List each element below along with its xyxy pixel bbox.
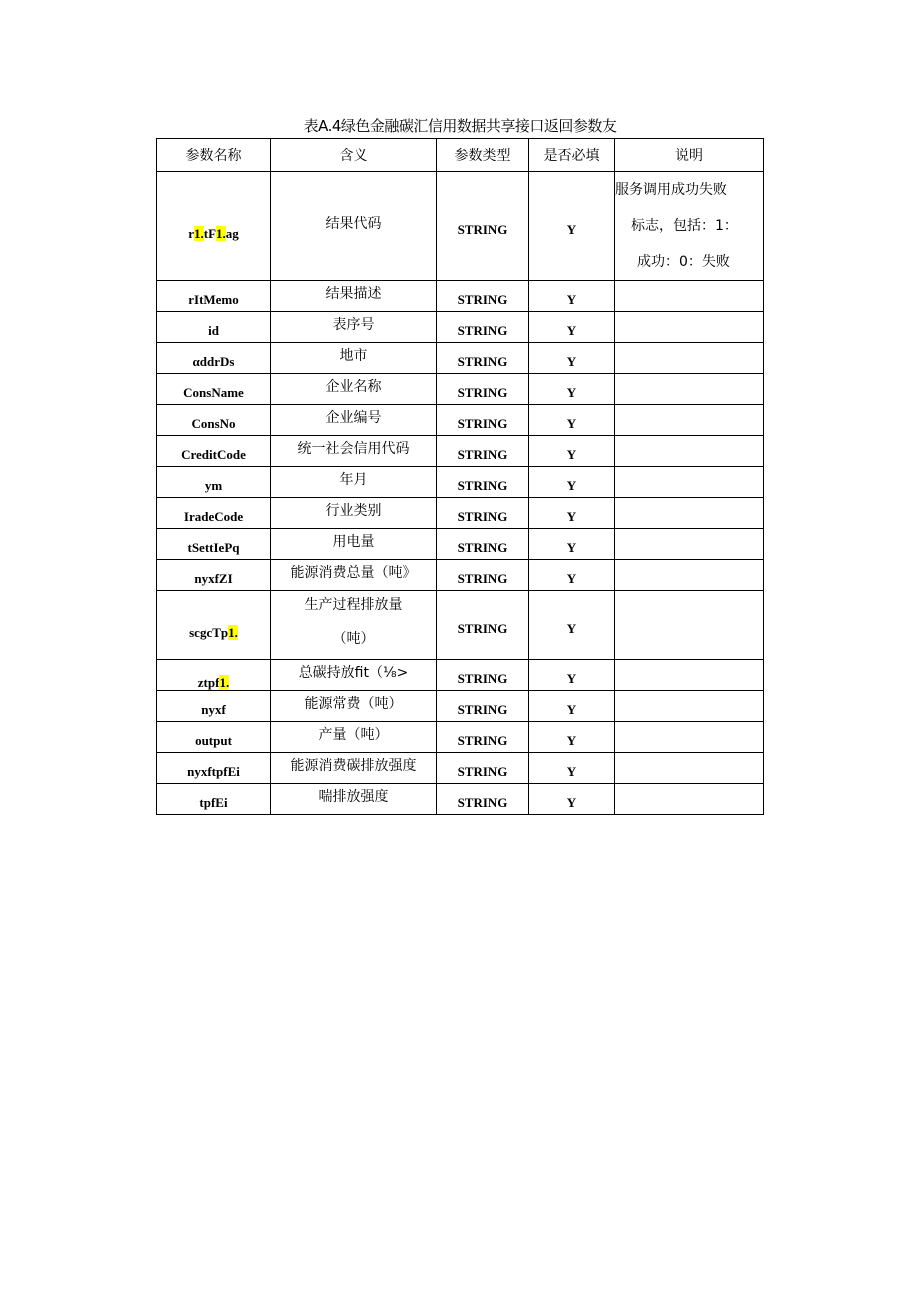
required-cell: Y <box>529 560 615 591</box>
description-cell <box>615 343 764 374</box>
header-param-type: 参数类型 <box>437 139 529 172</box>
param-name-cell: tpfEi <box>157 784 271 815</box>
type-cell: STRING <box>437 467 529 498</box>
description-cell <box>615 591 764 660</box>
table-row <box>157 281 764 312</box>
table-row <box>157 312 764 343</box>
type-cell: STRING <box>437 560 529 591</box>
param-name-cell: ConsNo <box>157 405 271 436</box>
required-cell: Y <box>529 281 615 312</box>
param-name-cell <box>157 172 271 281</box>
meaning-line: （吨） <box>332 631 375 647</box>
meaning-cell: 用电量 <box>271 529 437 560</box>
table-row <box>157 374 764 405</box>
param-name-cell: ym <box>157 467 271 498</box>
type-cell: STRING <box>437 591 529 660</box>
meaning-cell: 企业名称 <box>271 374 437 405</box>
param-name-text: scgcTp <box>189 625 229 640</box>
table-row <box>157 660 764 691</box>
required-cell: Y <box>529 784 615 815</box>
type-cell: STRING <box>437 436 529 467</box>
required-cell: Y <box>529 343 615 374</box>
table-caption: 表A.4绿色金融碳汇信用数据共享接口返回参数友 <box>303 117 617 135</box>
description-cell <box>615 722 764 753</box>
type-cell: STRING <box>437 172 529 281</box>
description-cell <box>615 784 764 815</box>
description-cell <box>615 691 764 722</box>
meaning-cell: 表序号 <box>271 312 437 343</box>
meaning-cell: 喘排放强度 <box>271 784 437 815</box>
header-meaning: 含义 <box>271 139 437 172</box>
param-name-highlight: 1. <box>219 675 230 690</box>
meaning-cell: 产量（吨） <box>271 722 437 753</box>
param-name-cell: rItMemo <box>157 281 271 312</box>
type-cell: STRING <box>437 753 529 784</box>
required-cell: Y <box>529 691 615 722</box>
table-row <box>157 691 764 722</box>
meaning-cell: 能源消费总量（吨》 <box>271 560 437 591</box>
param-name-cell: nyxftpfEi <box>157 753 271 784</box>
meaning-cell: 总碳持放fit（⅛> <box>271 660 437 691</box>
meaning-cell: 地市 <box>271 343 437 374</box>
param-name-highlight: 1. <box>216 226 226 241</box>
param-name-cell: id <box>157 312 271 343</box>
param-name-cell: CreditCode <box>157 436 271 467</box>
meaning-cell: 结果描述 <box>271 281 437 312</box>
description-line: 成功：0：失败 <box>637 254 730 270</box>
table-row <box>157 498 764 529</box>
param-name-cell: ConsName <box>157 374 271 405</box>
param-name-cell: IradeCode <box>157 498 271 529</box>
table-row <box>157 560 764 591</box>
table-row <box>157 405 764 436</box>
description-cell <box>615 312 764 343</box>
header-description: 说明 <box>615 139 764 172</box>
param-name-cell: nyxf <box>157 691 271 722</box>
param-name-text: tF <box>203 226 217 241</box>
param-name-cell: tSettIePq <box>157 529 271 560</box>
required-cell: Y <box>529 374 615 405</box>
description-cell <box>615 498 764 529</box>
description-cell <box>615 529 764 560</box>
table-row <box>157 784 764 815</box>
required-cell: Y <box>529 312 615 343</box>
description-cell <box>615 281 764 312</box>
required-cell: Y <box>529 405 615 436</box>
table-row <box>157 529 764 560</box>
meaning-cell <box>271 591 437 660</box>
table-row <box>157 172 764 281</box>
parameter-table <box>156 138 764 815</box>
required-cell: Y <box>529 529 615 560</box>
param-name-highlight: 1. <box>194 226 204 241</box>
param-name-text: ag <box>225 226 239 241</box>
type-cell: STRING <box>437 691 529 722</box>
meaning-cell: 企业编号 <box>271 405 437 436</box>
type-cell: STRING <box>437 343 529 374</box>
param-name-cell <box>157 660 271 691</box>
type-cell: STRING <box>437 312 529 343</box>
header-row <box>157 139 764 172</box>
description-cell <box>615 436 764 467</box>
type-cell: STRING <box>437 374 529 405</box>
required-cell: Y <box>529 498 615 529</box>
meaning-cell: 能源常费（吨） <box>271 691 437 722</box>
table-row <box>157 436 764 467</box>
param-name-highlight: 1. <box>228 625 238 640</box>
type-cell: STRING <box>437 405 529 436</box>
description-cell <box>615 660 764 691</box>
description-cell <box>615 405 764 436</box>
table-row <box>157 467 764 498</box>
param-name-cell: nyxfZI <box>157 560 271 591</box>
description-line: 服务调用成功失败 <box>615 182 727 198</box>
table-row <box>157 753 764 784</box>
required-cell: Y <box>529 467 615 498</box>
meaning-line: 生产过程排放量 <box>304 597 403 613</box>
table-row <box>157 591 764 660</box>
required-cell: Y <box>529 660 615 691</box>
required-cell: Y <box>529 436 615 467</box>
description-cell <box>615 753 764 784</box>
meaning-cell: 行业类别 <box>271 498 437 529</box>
description-cell <box>615 172 764 281</box>
param-name-cell <box>157 591 271 660</box>
type-cell: STRING <box>437 529 529 560</box>
type-cell: STRING <box>437 660 529 691</box>
description-cell <box>615 374 764 405</box>
type-cell: STRING <box>437 784 529 815</box>
required-cell: Y <box>529 722 615 753</box>
type-cell: STRING <box>437 281 529 312</box>
required-cell: Y <box>529 591 615 660</box>
description-line: 标志，包括：1： <box>631 218 738 234</box>
param-name-text: ztpf <box>197 675 220 690</box>
type-cell: STRING <box>437 498 529 529</box>
table-row <box>157 722 764 753</box>
header-required: 是否必填 <box>529 139 615 172</box>
param-name-cell: output <box>157 722 271 753</box>
meaning-cell: 结果代码 <box>271 172 437 281</box>
description-cell <box>615 467 764 498</box>
header-param-name: 参数名称 <box>157 139 271 172</box>
type-cell: STRING <box>437 722 529 753</box>
param-name-text: r <box>188 226 194 241</box>
meaning-cell: 年月 <box>271 467 437 498</box>
description-cell <box>615 560 764 591</box>
meaning-cell: 统一社会信用代码 <box>271 436 437 467</box>
table-row <box>157 343 764 374</box>
param-name-cell: αddrDs <box>157 343 271 374</box>
required-cell: Y <box>529 753 615 784</box>
required-cell: Y <box>529 172 615 281</box>
meaning-cell: 能源消费碳排放强度 <box>271 753 437 784</box>
